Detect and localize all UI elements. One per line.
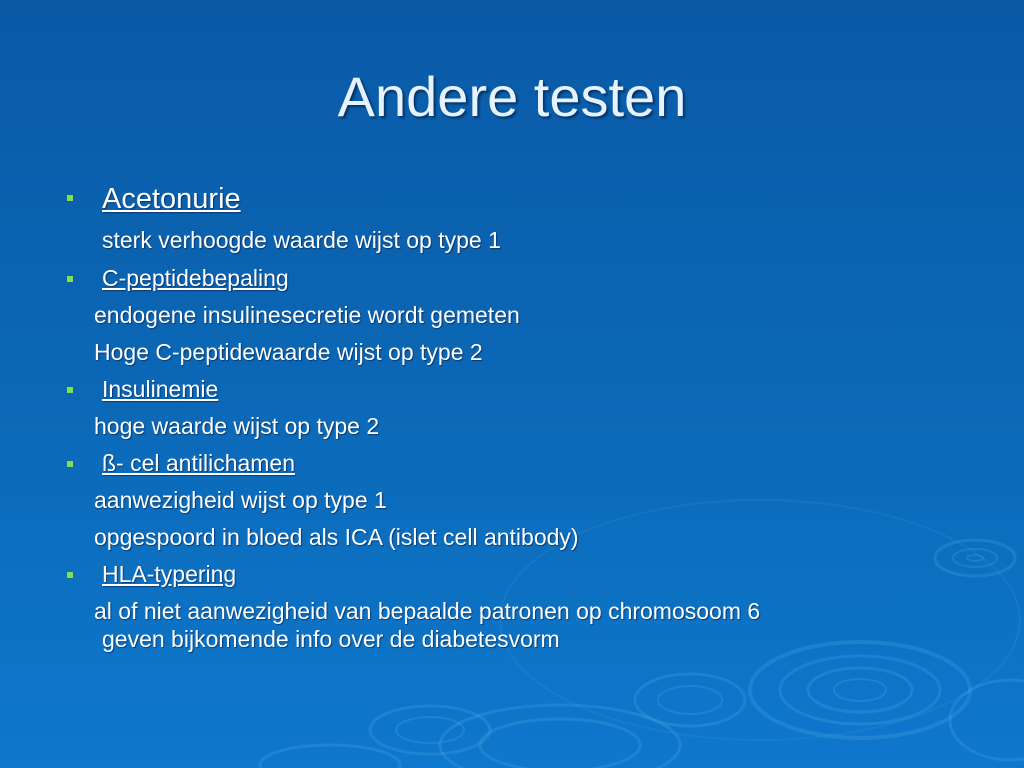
- square-bullet-icon: [67, 461, 73, 467]
- slide-body: [60, 178, 960, 653]
- item-heading: ß- cel antilichamen: [102, 450, 296, 476]
- list-item: [60, 260, 960, 297]
- square-bullet-icon: [67, 276, 73, 282]
- item-detail: opgespoord in bloed als ICA (islet cell antibody): [94, 524, 579, 550]
- list-item: [60, 178, 960, 220]
- list-item: [60, 371, 960, 408]
- item-heading: HLA-typering: [102, 561, 237, 587]
- slide-title: Andere testen: [337, 65, 687, 128]
- item-detail: sterk verhoogde waarde wijst op type 1: [102, 227, 501, 253]
- square-bullet-icon: [67, 195, 73, 201]
- square-bullet-icon: [67, 387, 73, 393]
- item-heading: Insulinemie: [102, 376, 219, 402]
- item-heading: C-peptidebepaling: [102, 265, 289, 291]
- item-detail: hoge waarde wijst op type 2: [94, 413, 380, 439]
- item-detail: Hoge C-peptidewaarde wijst op type 2: [94, 339, 483, 365]
- item-detail: aanwezigheid wijst op type 1: [94, 487, 387, 513]
- item-heading: Acetonurie: [102, 183, 241, 215]
- item-detail: [60, 593, 960, 653]
- list-item: [60, 445, 960, 482]
- item-detail-line: geven bijkomende info over de diabetesvorm: [102, 626, 560, 652]
- list-item: [60, 556, 960, 593]
- item-detail: endogene insulinesecretie wordt gemeten: [94, 302, 520, 328]
- square-bullet-icon: [67, 572, 73, 578]
- item-detail-line: al of niet aanwezigheid van bepaalde patronen op chromosoom 6: [94, 598, 761, 624]
